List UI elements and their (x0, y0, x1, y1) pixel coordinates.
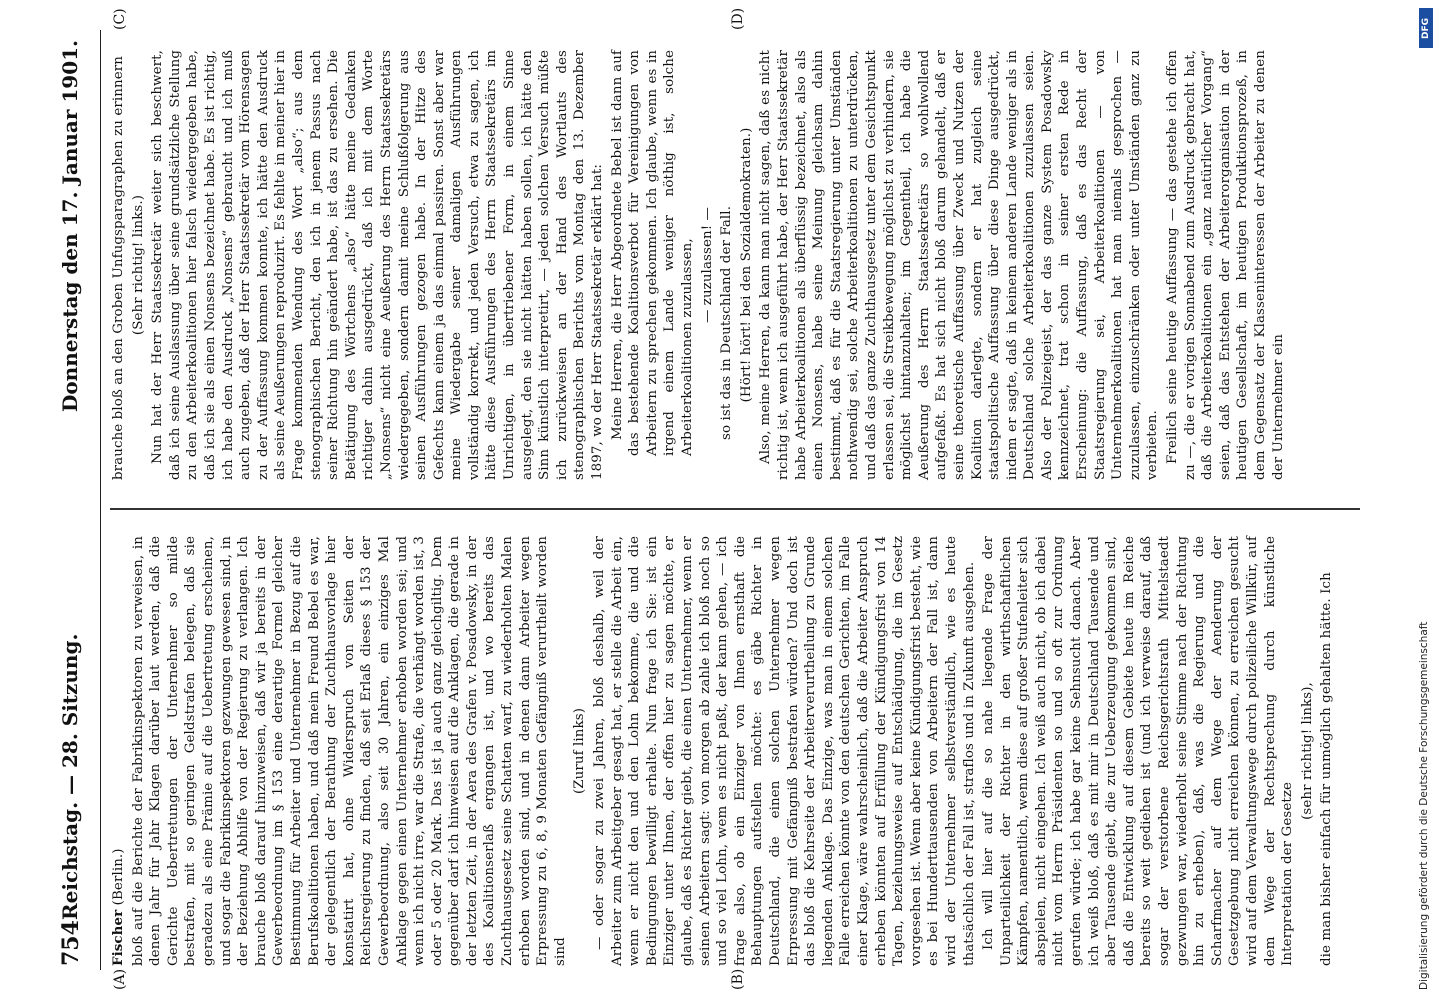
header-left-title: Reichstag. — 28. Sitzung. (58, 633, 82, 920)
speaker-place: (Berlin.) (111, 848, 126, 906)
left-paragraph: die man bisher einfach für unmöglich gehalten hätte. Ich (1319, 572, 1335, 966)
margin-marker-c: (C) (112, 8, 128, 30)
page-number: 754 (58, 920, 84, 966)
column-separator (110, 508, 1360, 510)
right-interjection: (Sehr richtig! links.) (130, 194, 146, 336)
margin-marker-b: (B) (730, 968, 746, 990)
speaker-line (110, 536, 128, 966)
right-paragraph: brauche bloß an den Groben Unfugsparagraphen zu erinnern (111, 56, 126, 480)
right-paragraph: Freilich seine heutige Auffassung — das gestehe ich offen zu —, die er vorigen Sonnabend zum Ausdruck gebracht hat, daß die Arbeiterkoalitionen ein „ganz natürlicher Vorgang“ seien, daß das Entstehen der Arbeiterorganisation in der heutigen Gesellschaft, im heutigen Produktionsprozeß, in dem Gegensatz der Klasseninteressen der Arbeiter zu denen der Unternehmer ein (1165, 50, 1286, 480)
left-column (110, 536, 1338, 966)
page-header (50, 20, 90, 980)
right-quote: so ist das in Deutschland der Fall. (719, 205, 735, 440)
speaker-name: Fischer (110, 909, 126, 966)
margin-marker-d: (D) (730, 7, 746, 30)
digitization-sidebar (1418, 0, 1434, 1000)
right-interjection: (Hört! hört! bei den Sozialdemokraten.) (738, 127, 754, 403)
header-rule (100, 30, 101, 970)
rotated-page (50, 7, 1400, 990)
margin-marker-a: (A) (112, 968, 128, 990)
dfg-logo-icon: DFG (1419, 8, 1433, 48)
header-right-title: Donnerstag den 17. Januar 1901. (58, 40, 82, 412)
left-paragraph: — oder sogar zu zwei Jahren, bloß deshalb, weil der Arbeiter zum Arbeitgeber gesagt hat, er stelle die Arbeit ein, wenn er nicht den und den Lohn bekomme, die und die Bedingungen bewilligt erhalte. Nun frage ich Sie: ist ein Einziger unter Ihnen, der offen hier zu sagen möchte, er glaube, daß es Richter giebt, die einen Unternehmer, wenn er seinen Arbeitern sagt: von morgen ab zahle ich bloß noch so und so viel Lohn, wem es nicht paßt, der kann gehen, — ich frage also, ob ein Einziger von Ihnen ernsthaft die Behauptungen aufstellen möchte: es gäbe Richter in Deutschland, die einen solchen Unternehmer wegen Erpressung mit Gefängniß bestrafen würden? Und doch ist das bloß die Kehrseite der Arbeiterverurtheilung zu Grunde liegenden Anklage. Das Einzige, was man in einem solchen Falle erreichen könnte von den deutschen Gerichten, im Falle einer Klage, wäre wahrscheinlich, daß die Arbeiter Anspruch erheben könnten auf Erfüllung der Kündigungsfrist von 14 Tagen, beziehungsweise auf Entschädigung, die im Gesetz vorgesehen ist. Wenn aber keine Kündigungsfrist besteht, wie es bei Hunderttausenden von Arbeitern der Fall ist, dann wird der Unternehmer selbstverständlich, wie es heute thatsächlich der Fall ist, straflos und in Zukunft ausgehen. (592, 536, 977, 966)
right-column (110, 50, 1289, 480)
right-paragraph: Also, meine Herren, da kann man nicht sagen, daß es nicht richtig ist, wenn ich ausgeführt habe, der Herr Staatssekretär habe Arbeiterkoalitionen als überflüssig bezeichnet, also als einen Nonsens, habe seine Meinung gleichsam dahin bestimmt, daß es für die Staatsregierung unter Umständen nothwendig sei, solche Arbeiterkoalitionen zu unterdrücken, und daß das ganze Zuchthausgesetz unter dem Gesichtspunkt erlassen sei, die Streikbewegung möglichst zu verhindern, sie möglichst hintanzuhalten; im Gegentheil, ich habe die Aeußerung des Herrn Staatssekretärs so wohlwollend aufgefaßt. Es hat sich nicht bloß darum gehandelt, daß er seine theoretische Auffassung über Zweck und Nutzen der Koalition darlegte, sondern er hat zugleich seine staatspolitische Auffassung über diese Dinge ausgedrückt, indem er sagte, daß in keinem anderen Lande weniger als in Deutschland solche Arbeiterkoalitionen zuzulassen seien. Also der Polizeigeist, der das ganze System Posadowsky kennzeichnet, trat schon in seiner ersten Rede in Erscheinung: die Auffassung, daß es das Recht der Staatsregierung sei, Arbeiterkoalitionen — von Unternehmerkoalitionen hat man niemals gesprochen — zuzulassen, einzuschränken oder unter Umständen ganz zu verbieten. (758, 50, 1161, 480)
left-paragraph: Ich will hier auf die so nahe liegende Frage der Unparteilichkeit der Richter in den wirthschaftlichen Kämpfen, namentlich, wenn diese auf großer Stufenleiter sich abspielen, nicht eingehen. Ich weiß auch nicht, ob ich dabei nicht vom Herrn Präsidenten so und so oft zur Ordnung gerufen würde; ich habe gar keine Sehnsucht danach. Aber ich weiß bloß, daß es mit mir in Deutschland Tausende und aber Tausende giebt, die zur Ueberzeugung gekommen sind, daß die Entwicklung auf diesem Gebiete heute im Reiche bereits so weit gediehen ist (und ich verweise darauf, daß sogar der verstorbene Reichsgerichtsrath Mittelstaedt gezwungen war, wiederholt seine Stimme nach der Richtung hin zu erheben), daß, was die Regierung und die Scharfmacher auf dem Wege der Aenderung der Gesetzgebung nicht erreichen können, zu erreichen gesucht wird auf dem Verwaltungswege durch polizeiliche Willkür, auf dem Wege der Rechtsprechung durch künstliche Interpretation der Gesetze (981, 536, 1296, 966)
right-interjection: — zuzulassen! — (699, 206, 715, 324)
digitization-credit: Digitalisierung gefördert durch die Deutsche Forschungsgemeinschaft (1418, 621, 1430, 990)
right-paragraph: Nun hat der Herr Staatssekretär weiter sich beschwert, daß ich seine Auslassung über seine grundsätzliche Stellung zu den Arbeiterkoalitionen hier falsch wiedergegeben habe, daß ich sie als einen Nonsens bezeichnet habe. Es ist richtig, ich habe den Ausdruck „Nonsens“ gebraucht und ich muß auch zugeben, daß der Herr Staatssekretär vom Hörensagen zu der Auffassung kommen konnte, ich hätte den Ausdruck als seine Aeußerungen reproduzirt. Es fehlte in meiner hier in Frage kommenden Wendung des Wort „also“; aus dem stenographischen Bericht, den ich in jenem Passus nach seiner Richtung hin geändert habe, ist das zu ersehen. Die Betätigung des Wörtchens „also“ hätte meine Gedanken richtiger dahin ausgedrückt, daß ich mit dem Worte „Nonsens“ nicht eine Aeußerung des Herrn Staatssekretärs wiedergegeben, sondern damit meine Schlußfolgerung aus seinen Ausführungen gezogen habe. In der Hitze des Gefechts kann einem ja das einmal passiren. Sonst aber war meine Wiedergabe seiner damaligen Ausführungen vollständig korrekt, und jeden Versuch, etwa zu sagen, ich hätte diese Ausführungen des Herrn Staatssekretärs im Unrichtigen, in übertriebener Form, in einem Sinne ausgelegt, den sie nicht hätten haben sollen, ich hätte den Sinn künstlich interpretirt, — jeden solchen Versuch müßte ich zurückweisen an der Hand des Wortlauts des stenographischen Berichts vom Montag den 13. Dezember 1897, wo der Herr Staatssekretär erklärt hat: (150, 50, 606, 480)
left-interjection: (sehr richtig! links), (1299, 682, 1315, 820)
left-paragraph: bloß auf die Berichte der Fabrikinspektoren zu verweisen, in denen Jahr für Jahr Klagen darüber laut werden, daß die Gerichte Uebertretungen der Unternehmer so milde bestrafen, mit so geringen Geldstrafen belegen, daß sie geradezu als eine Prämie auf die Uebertretung erscheinen, und sogar die Fabrikinspektoren gezwungen gewesen sind, in der Beziehung Abhilfe von der Regierung zu verlangen. Ich brauche bloß darauf hinzuweisen, daß wir ja bereits in der Gewerbeordnung im § 153 eine derartige Formel gleicher Bestimmung für Arbeiter und Unternehmer in Bezug auf die Berufskoalitionen haben, und daß mein Freund Bebel es war, der gelegentlich der Berathung der Zuchthausvorlage hier konstatirt hat, ohne Widerspruch von Seiten der Reichsregierung zu finden, daß seit Erlaß dieses § 153 der Gewerbeordnung, also seit 30 Jahren, ein einziges Mal Anklage gegen einen Unternehmer erhoben worden sei; und wenn ich nicht irre, war die Strafe, die verhängt worden ist, 3 oder 5 oder 20 Mark. Das ist ja auch ganz gleichgiltig. Dem gegenüber darf ich hinweisen auf die Anklagen, die gerade in der letzten Zeit, in der Aera des Grafen v. Posadowsky, in der des Koalitionserlaß ergangen ist, und wo bereits das Zuchthausgesetz seine Schatten warf, zu wiederholten Malen erhoben worden sind, und in denen dann Arbeiter wegen Erpressung zu 6, 8, 9 Monaten Gefängniß verurtheilt worden sind (130, 536, 568, 966)
right-quote: Meine Herren, die Herr Abgeordnete Bebel ist dann auf das bestehende Koalitionsverbot für Vereinigungen von Arbeitern zu sprechen gekommen. Ich glaube, wenn es in irgend einem Lande weniger nöthig ist, solche Arbeiterkoalitionen zuzulassen, (609, 50, 695, 456)
left-interjection: (Zuruf links) (572, 707, 588, 795)
